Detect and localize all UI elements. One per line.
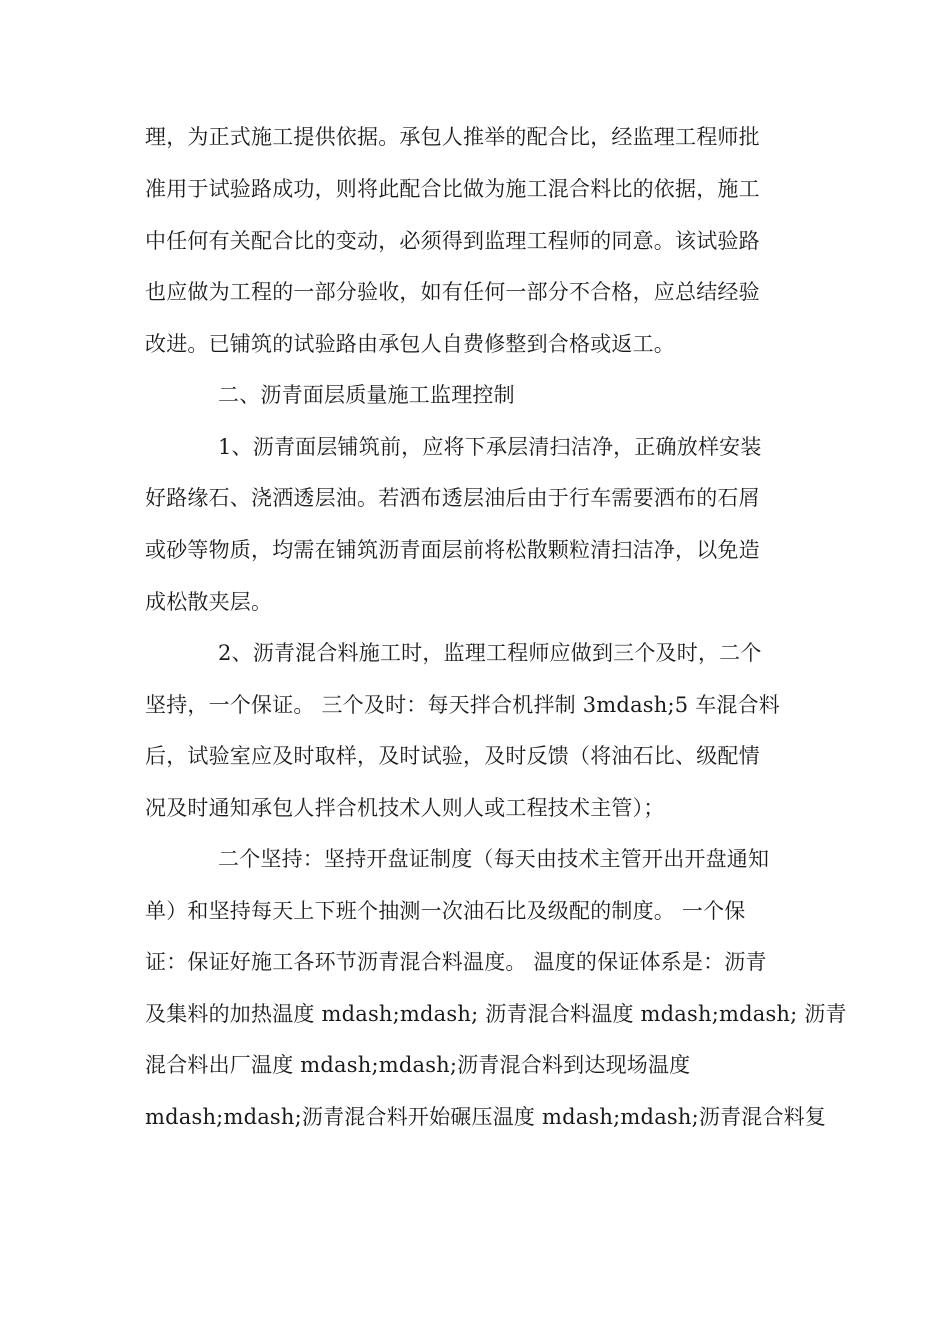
paragraph-line: 或砂等物质，均需在铺筑沥青面层前将松散颗粒清扫洁净，以免造 <box>145 538 760 562</box>
paragraph-line: 单）和坚持每天上下班个抽测一次油石比及级配的制度。 一个保 <box>145 899 746 923</box>
paragraph-line: 二个坚持：坚持开盘证制度（每天由技术主管开出开盘通知 <box>218 847 770 871</box>
paragraph-line: 后，试验室应及时取样，及时试验，及时反馈（将油石比、级配情 <box>145 744 760 768</box>
paragraph-line: 改进。已铺筑的试验路由承包人自费修整到合格或返工。 <box>145 332 675 356</box>
paragraph-line: 好路缘石、浇洒透层油。若洒布透层油后由于行车需要洒布的石屑 <box>145 486 760 510</box>
paragraph-line: mdash;mdash;沥青混合料开始碾压温度 mdash;mdash;沥青混合料复 <box>145 1105 827 1129</box>
paragraph-line: 2、沥青混合料施工时，监理工程师应做到三个及时，二个 <box>218 641 762 665</box>
paragraph-line: 中任何有关配合比的变动，必须得到监理工程师的同意。该试验路 <box>145 229 760 253</box>
paragraph-line: 坚持，一个保证。 三个及时：每天拌合机拌制 3mdash;5 车混合料 <box>145 693 780 717</box>
paragraph-line: 也应做为工程的一部分验收，如有任何一部分不合格，应总结经验 <box>145 280 760 304</box>
paragraph-line: 理，为正式施工提供依据。承包人推举的配合比，经监理工程师批 <box>145 125 760 149</box>
paragraph-line: 1、沥青面层铺筑前，应将下承层清扫洁净，正确放样安装 <box>218 435 762 459</box>
paragraph-line: 及集料的加热温度 mdash;mdash; 沥青混合料温度 mdash;mdash; 沥青 <box>145 1002 847 1026</box>
section-heading: 二、沥青面层质量施工监理控制 <box>218 383 515 407</box>
paragraph-line: 准用于试验路成功，则将此配合比做为施工混合料比的依据，施工 <box>145 177 760 201</box>
paragraph-line: 况及时通知承包人拌合机技术人则人或工程技术主管）； <box>145 796 665 820</box>
paragraph-line: 证：保证好施工各环节沥青混合料温度。 温度的保证体系是：沥青 <box>145 950 767 974</box>
paragraph-line: 混合料出厂温度 mdash;mdash;沥青混合料到达现场温度 <box>145 1053 691 1077</box>
paragraph-line: 成松散夹层。 <box>145 590 273 614</box>
